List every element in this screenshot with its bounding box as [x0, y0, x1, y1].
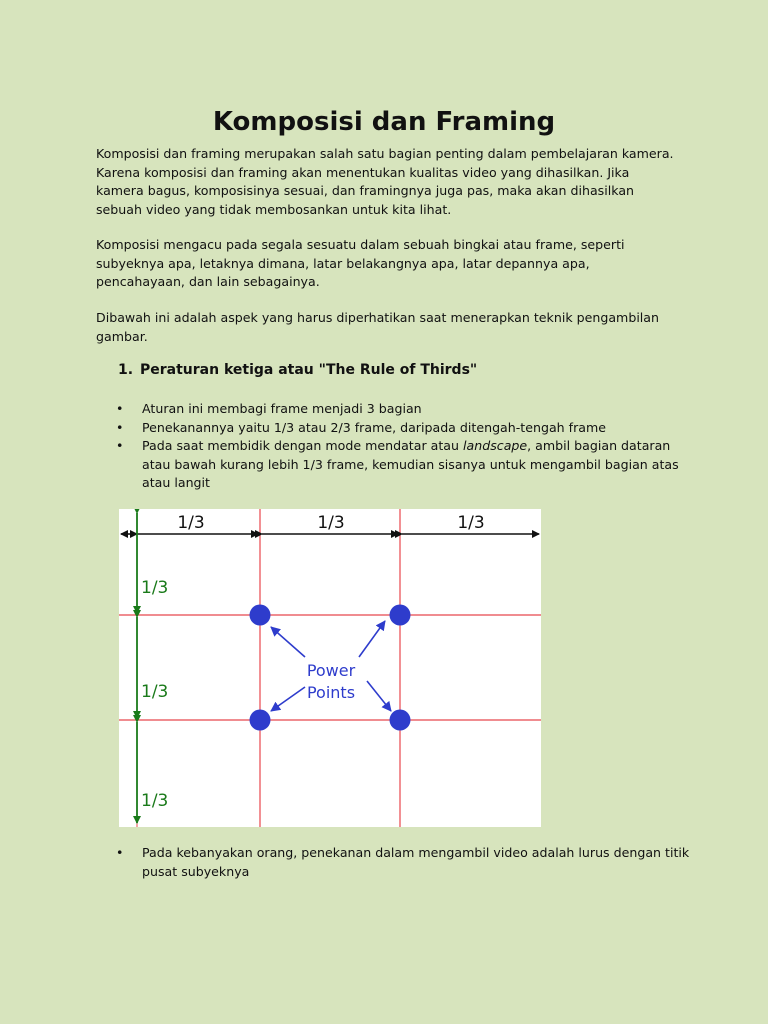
list-item: [96, 437, 696, 493]
rule-of-thirds-diagram: [119, 509, 541, 827]
bullet-text: Penekanannya yaitu 1/3 atau 2/3 frame, daripada ditengah-tengah frame: [142, 419, 607, 435]
document-title: Komposisi dan Framing: [212, 107, 556, 138]
pointer-arrow: [359, 621, 385, 657]
bullet-text: Pada saat membidik dengan mode mendatar atau: [142, 438, 464, 453]
paragraph-aspek: Dibawah ini adalah aspek yang harus diperhatikan saat menerapkan teknik pengambilan gambar.: [96, 310, 660, 344]
section-heading-text: Peraturan ketiga atau "The Rule of Thirds": [140, 362, 478, 378]
top-label: 1/3: [317, 513, 345, 533]
section-number: 1.: [118, 362, 134, 378]
bullet-text: Pada kebanyakan orang, penekanan dalam mengambil video adalah lurus dengan titik pusat subyeknya: [142, 845, 690, 879]
list-item: [96, 419, 696, 438]
bullet-text: , ambil bagian dataran atau bawah kurang lebih 1/3 frame, kemudian sisanya untuk mengambil bagian atas atau langit: [142, 438, 679, 490]
rule-of-thirds-list: [96, 400, 696, 493]
pointer-arrow: [271, 687, 305, 711]
top-label: 1/3: [177, 513, 205, 533]
power-point-dot: [390, 710, 411, 731]
side-label: 1/3: [141, 791, 169, 811]
power-point-dot: [390, 605, 411, 626]
side-label: 1/3: [141, 682, 169, 702]
side-label: 1/3: [141, 578, 169, 598]
paragraph-komposisi: Komposisi mengacu pada segala sesuatu dalam sebuah bingkai atau frame, seperti subyeknya apa, letaknya dimana, latar belakangnya apa, latar depannya apa, pencahayaan, dan lain sebagainya.: [96, 237, 625, 289]
list-item: [96, 400, 696, 419]
closing-list: [96, 844, 696, 881]
pointer-arrow: [367, 681, 391, 711]
power-point-dot: [250, 605, 271, 626]
top-label: 1/3: [457, 513, 485, 533]
list-item: [96, 844, 696, 881]
paragraph-intro: Komposisi dan framing merupakan salah satu bagian penting dalam pembelajaran kamera. Karena komposisi dan framing akan menentukan kualitas video yang dihasilkan. Jika kamera bagus, komposisinya sesuai, dan framingnya juga pas, maka akan dihasilkan sebuah video yang tidak membosankan untuk kita lihat.: [96, 146, 674, 217]
section-heading: [118, 362, 477, 378]
bullet-text: Aturan ini membagi frame menjadi 3 bagian: [142, 401, 422, 416]
power-points-label: Points: [306, 683, 356, 702]
bullet-italic-term: landscape: [463, 438, 528, 453]
power-point-dot: [250, 710, 271, 731]
pointer-arrow: [271, 627, 305, 657]
power-points-label: Power: [306, 661, 356, 680]
rule-of-thirds-figure: [119, 509, 541, 827]
